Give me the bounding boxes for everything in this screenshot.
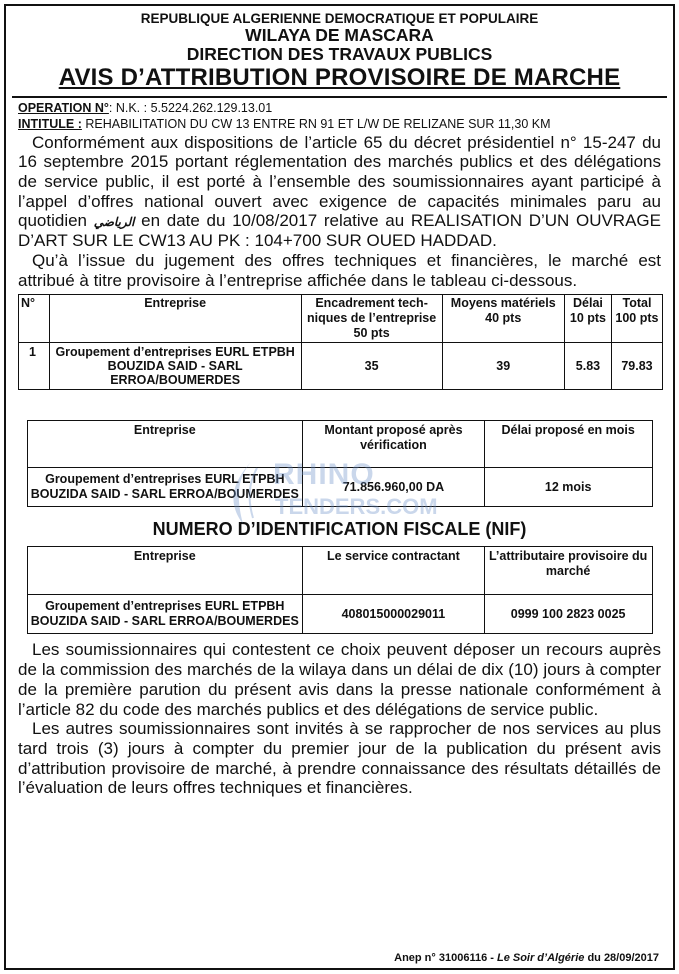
spacer <box>6 390 673 420</box>
col-number: N° <box>19 295 50 343</box>
row-entreprise: Groupement d’entreprises EURL ETPBH BOUZIDA SAID - SARL ERROA/BOUMERDES <box>27 595 303 634</box>
operation-label: OPERATION N° <box>18 101 109 116</box>
paragraph-decree-part1: Conformément aux dispositions de l’article 65 du décret présidentiel n° 15-247 du 16 septembre 2015 portant réglementation des marchés publics et des délégations de service public, il est porté à l’ensemble des soumissionnaires ayant participé à l’appel d’offres national ouvert avec exigence de capacités minimales paru au quotidien <box>18 132 661 231</box>
footer-newspaper: Le Soir d’Algérie <box>496 952 585 964</box>
nif-title: NUMERO D’IDENTIFICATION FISCALE (NIF) <box>152 519 527 540</box>
footer-anep: Anep n° 31006116 - <box>394 952 497 964</box>
col-moyens: Moyens matériels 40 pts <box>442 295 564 343</box>
col-entreprise: Entreprise <box>27 421 303 468</box>
header-republic: REPUBLIQUE ALGERIENNE DEMOCRATIQUE ET POPULAIRE <box>140 11 539 26</box>
col-encadrement: Encadrement tech-niques de l’entreprise 50 pts <box>301 295 442 343</box>
col-service-contractant: Le service contractant <box>303 547 485 595</box>
paragraph-attribution: Qu’à l’issue du jugement des offres techniques et financières, le marché est attribué à titre provisoire à l’entreprise affichée dans le tableau ci-dessous. <box>18 250 661 290</box>
col-attributaire: L’attributaire provisoire du marché <box>484 547 652 595</box>
evaluation-table <box>18 294 663 390</box>
newspaper-name: الرياضي <box>93 215 135 230</box>
financial-table-header <box>27 421 652 468</box>
col-montant: Montant proposé après vérification <box>303 421 485 468</box>
notice-frame <box>4 4 675 970</box>
col-total: Total 100 pts <box>611 295 662 343</box>
operation-value: : N.K. : 5.5224.262.129.13.01 <box>108 101 273 116</box>
table-row <box>27 468 652 507</box>
paragraph-recours: Les soumissionnaires qui contestent ce choix peuvent déposer un recours auprès de la commission des marchés de la wilaya dans un délai de dix (10) jours à compter de la première parution du présent avis dans la presse nationale conformément à l’article 82 du code des marchés publics et des délégations de service public. <box>18 640 661 719</box>
financial-table <box>27 420 653 507</box>
watermark-line1: RHINO <box>273 458 375 491</box>
row-moyens: 39 <box>442 343 564 390</box>
operation-line <box>6 98 673 116</box>
row-encadrement: 35 <box>301 343 442 390</box>
row-montant: 71.856.960,00 DA <box>303 468 485 507</box>
row-total: 79.83 <box>611 343 662 390</box>
col-delai-mois: Délai proposé en mois <box>484 421 652 468</box>
footer-reference <box>394 952 659 964</box>
evaluation-table-header <box>19 295 663 343</box>
paragraph-decree-part2: en date du 10/08/2017 relative au REALISATION D’UN OUVRAGE D’ART SUR LE CW13 AU PK : 104+700 SUR OUED HADDAD. <box>18 211 661 251</box>
intitule-line <box>6 116 673 132</box>
row-delai-mois: 12 mois <box>484 468 652 507</box>
col-delai: Délai 10 pts <box>564 295 611 343</box>
row-delai: 5.83 <box>564 343 611 390</box>
table-row <box>19 343 663 390</box>
row-entreprise: Groupement d’entreprises EURL ETPBH BOUZIDA SAID - SARL ERROA/BOUMERDES <box>27 468 303 507</box>
footer-date: du 28/09/2017 <box>584 952 659 964</box>
table-row <box>27 595 652 634</box>
row-entreprise: Groupement d’entreprises EURL ETPBH BOUZIDA SAID - SARL ERROA/BOUMERDES <box>49 343 301 390</box>
intitule-value: REHABILITATION DU CW 13 ENTRE RN 91 ET L/W DE RELIZANE SUR 11,30 KM <box>81 117 551 132</box>
col-entreprise: Entreprise <box>27 547 303 595</box>
watermark-line2: TENDERS.COM <box>275 494 438 519</box>
intitule-label: INTITULE : <box>18 117 82 132</box>
nif-table-header <box>27 547 652 595</box>
notice-title: AVIS D’ATTRIBUTION PROVISOIRE DE MARCHE <box>58 63 621 91</box>
nif-table <box>27 546 653 634</box>
row-nif-attributaire: 0999 100 2823 0025 <box>484 595 652 634</box>
paragraph-invitation: Les autres soumissionnaires sont invités à se rapprocher de nos services au plus tard trois (3) jours à compter du premier jour de la publication du présent avis d’attribution provisoire de marché, à prendre connaissance des résultats détaillés de l’évaluation de leurs offres techniques et financières. <box>18 719 661 798</box>
header-wilaya: WILAYA DE MASCARA <box>245 25 434 46</box>
header-direction: DIRECTION DES TRAVAUX PUBLICS <box>186 43 493 64</box>
col-entreprise: Entreprise <box>49 295 301 343</box>
row-nif-service: 408015000029011 <box>303 595 485 634</box>
row-number: 1 <box>19 343 50 390</box>
paragraph-decree <box>6 133 673 251</box>
